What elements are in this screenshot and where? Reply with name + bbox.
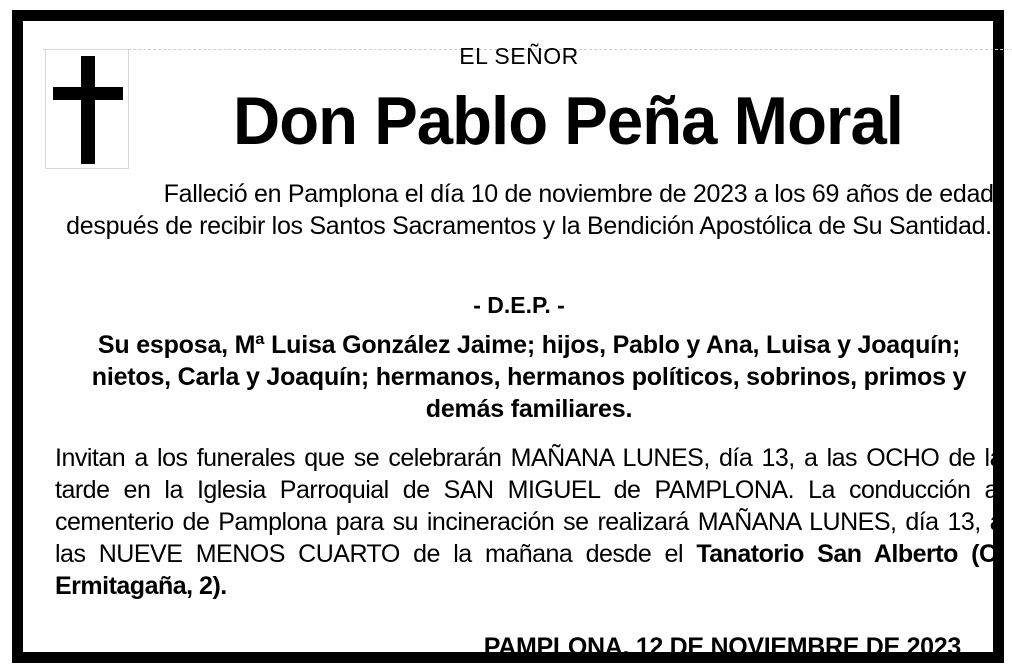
place-and-date: PAMPLONA, 12 DE NOVIEMBRE DE 2023 [483, 633, 961, 661]
funeral-home-address: Tanatorio San Alberto (C/ Ermitagaña, 2). [55, 540, 1003, 600]
obituary-frame [12, 10, 1004, 663]
pretitle: EL SEÑOR [459, 43, 579, 69]
family-paragraph: Su esposa, Mª Luisa González Jaime; hijos, Pablo y Ana, Luisa y Joaquín; nietos, Carla y Joaquín; hermanos, hermanos políticos, sobrinos, primos y demás familiares. [91, 331, 967, 423]
deceased-name: Don Pablo Peña Moral [233, 83, 903, 159]
cross-vertical-bar [81, 56, 95, 164]
invitation-paragraph [55, 442, 1003, 602]
invitation-text: Invitan a los funerales que se celebrarán MAÑANA LUNES, día 13, a las OCHO de la tarde en la Iglesia Parroquial de SAN MIGUEL de PAMPLONA. La conducción al cementerio de Pamplona para su incineración se realizará MAÑANA LUNES, día 13, a las NUEVE MENOS CUARTO de la mañana desde el [55, 444, 1003, 568]
rip-line: - D.E.P. - [473, 292, 565, 318]
death-notice-paragraph: Falleció en Pamplona el día 10 de noviembre de 2023 a los 69 años de edad, después de recibir los Santos Sacramentos y la Bendición Apostólica de Su Santidad. [66, 180, 1001, 240]
cross-horizontal-bar [53, 87, 123, 100]
